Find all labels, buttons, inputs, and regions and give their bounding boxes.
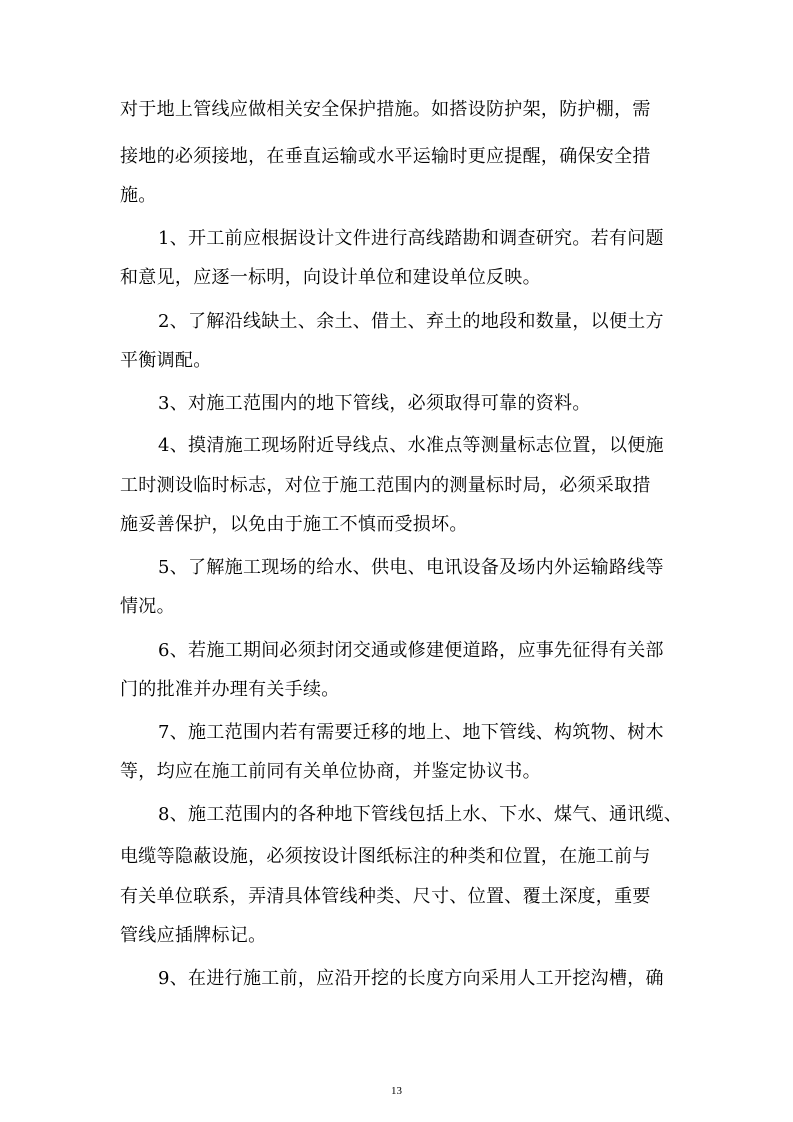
text-line: 管线应插牌标记。 bbox=[120, 925, 267, 946]
text-line: 9、在进行施工前，应沿开挖的长度方向采用人工开挖沟槽，确 bbox=[158, 968, 664, 989]
text-line: 施妥善保护，以免由于施工不慎而受损坏。 bbox=[120, 514, 468, 535]
text-line: 1、开工前应根据设计文件进行高线踏勘和调查研究。若有问题 bbox=[158, 228, 664, 249]
text-line: 8、施工范围内的各种地下管线包括上水、下水、煤气、通讯缆、 bbox=[158, 804, 683, 825]
text-line: 接地的必须接地，在垂直运输或水平运输时更应提醒，确保安全措 bbox=[120, 146, 651, 167]
text-line: 2、了解沿线缺土、余土、借土、弃土的地段和数量，以便土方 bbox=[158, 311, 664, 332]
text-line: 6、若施工期间必须封闭交通或修建便道路，应事先征得有关部 bbox=[158, 640, 664, 661]
text-line: 工时测设临时标志，对位于施工范围内的测量标时局，必须采取措 bbox=[120, 475, 651, 496]
text-line: 情况。 bbox=[120, 596, 175, 617]
text-line: 4、摸清施工现场附近导线点、水准点等测量标志位置，以便施 bbox=[158, 435, 664, 456]
text-line: 有关单位联系，弄清具体管线种类、尺寸、位置、覆土深度，重要 bbox=[120, 886, 651, 907]
text-line: 对于地上管线应做相关安全保护措施。如搭设防护架，防护棚，需 bbox=[120, 99, 651, 120]
text-line: 等，均应在施工前同有关单位协商，并鉴定协议书。 bbox=[120, 761, 541, 782]
text-line: 和意见，应逐一标明，向设计单位和建设单位反映。 bbox=[120, 267, 541, 288]
text-line: 门的批准并办理有关手续。 bbox=[120, 679, 340, 700]
text-line: 7、施工范围内若有需要迁移的地上、地下管线、构筑物、树木 bbox=[158, 722, 664, 743]
page-number: 13 bbox=[391, 1085, 402, 1097]
text-line: 电缆等隐蔽设施，必须按设计图纸标注的种类和位置，在施工前与 bbox=[120, 846, 651, 867]
text-line: 施。 bbox=[120, 185, 157, 206]
text-line: 平衡调配。 bbox=[120, 350, 212, 371]
text-line: 3、对施工范围内的地下管线，必须取得可靠的资料。 bbox=[158, 393, 591, 414]
text-line: 5、了解施工现场的给水、供电、电讯设备及场内外运输路线等 bbox=[158, 557, 664, 578]
